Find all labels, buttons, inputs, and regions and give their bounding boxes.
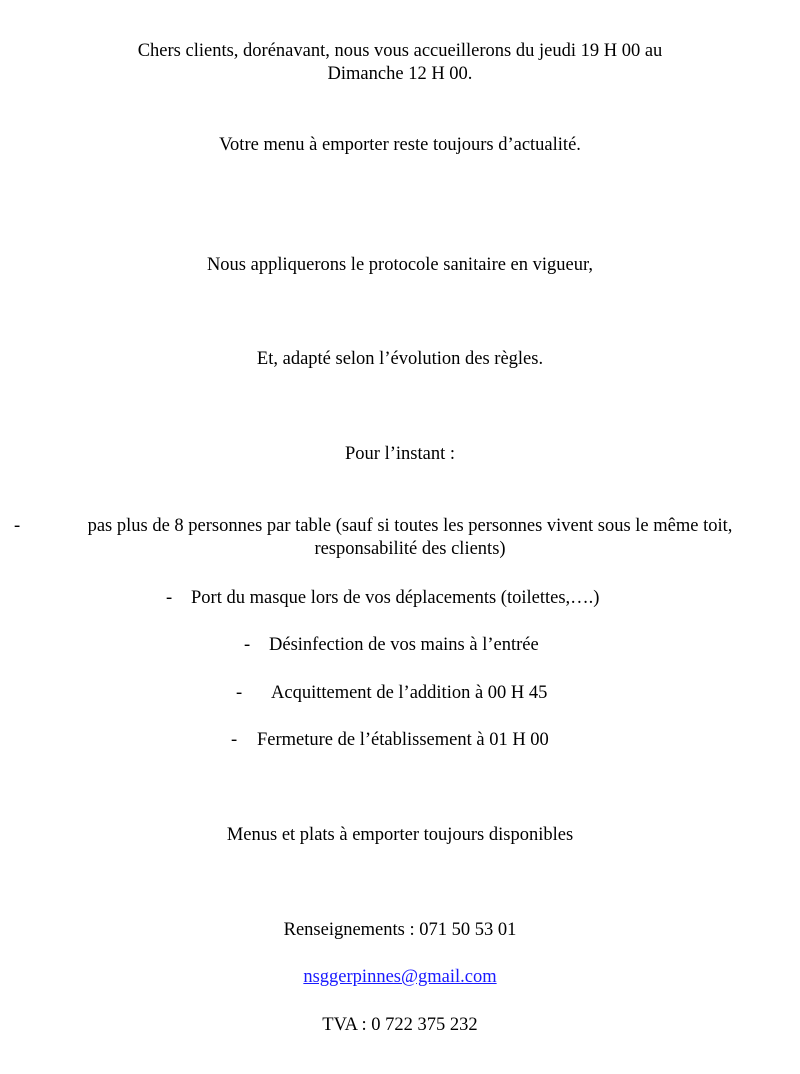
rule-5-text: Fermeture de l’établissement à 01 H 00 [257,730,549,750]
rule-1-dash: - [14,516,21,536]
contact-info: Renseignements : 071 50 53 01 [283,920,517,940]
rule-1-line-2: responsabilité des clients) [314,539,506,559]
adapted-note: Et, adapté selon l’évolution des règles. [256,349,544,369]
vat-number: TVA : 0 722 375 232 [322,1015,478,1035]
menus-note: Menus et plats à emporter toujours disponibles [226,825,574,845]
rule-1-line-1: pas plus de 8 personnes par table (sauf si toutes les personnes vivent sous le même toit, [87,516,733,536]
takeaway-note: Votre menu à emporter reste toujours d’actualité. [219,135,581,155]
intro-line-1: Chers clients, dorénavant, nous vous accueillerons du jeudi 19 H 00 au [137,41,663,61]
rule-4-text: Acquittement de l’addition à 00 H 45 [271,683,548,703]
contact-email-row [0,966,800,988]
intro-line-2: Dimanche 12 H 00. [327,64,473,84]
rule-3-text: Désinfection de vos mains à l’entrée [269,635,539,655]
protocol-note: Nous appliquerons le protocole sanitaire en vigueur, [206,255,594,275]
rule-4-dash: - [236,683,243,703]
for-now-label: Pour l’instant : [345,444,455,464]
rule-5-dash: - [231,730,238,750]
rule-2-dash: - [166,588,173,608]
email-link[interactable]: nsggerpinnes@gmail.com [303,967,497,987]
rule-2-text: Port du masque lors de vos déplacements (toilettes,….) [191,588,600,608]
rule-3-dash: - [244,635,251,655]
